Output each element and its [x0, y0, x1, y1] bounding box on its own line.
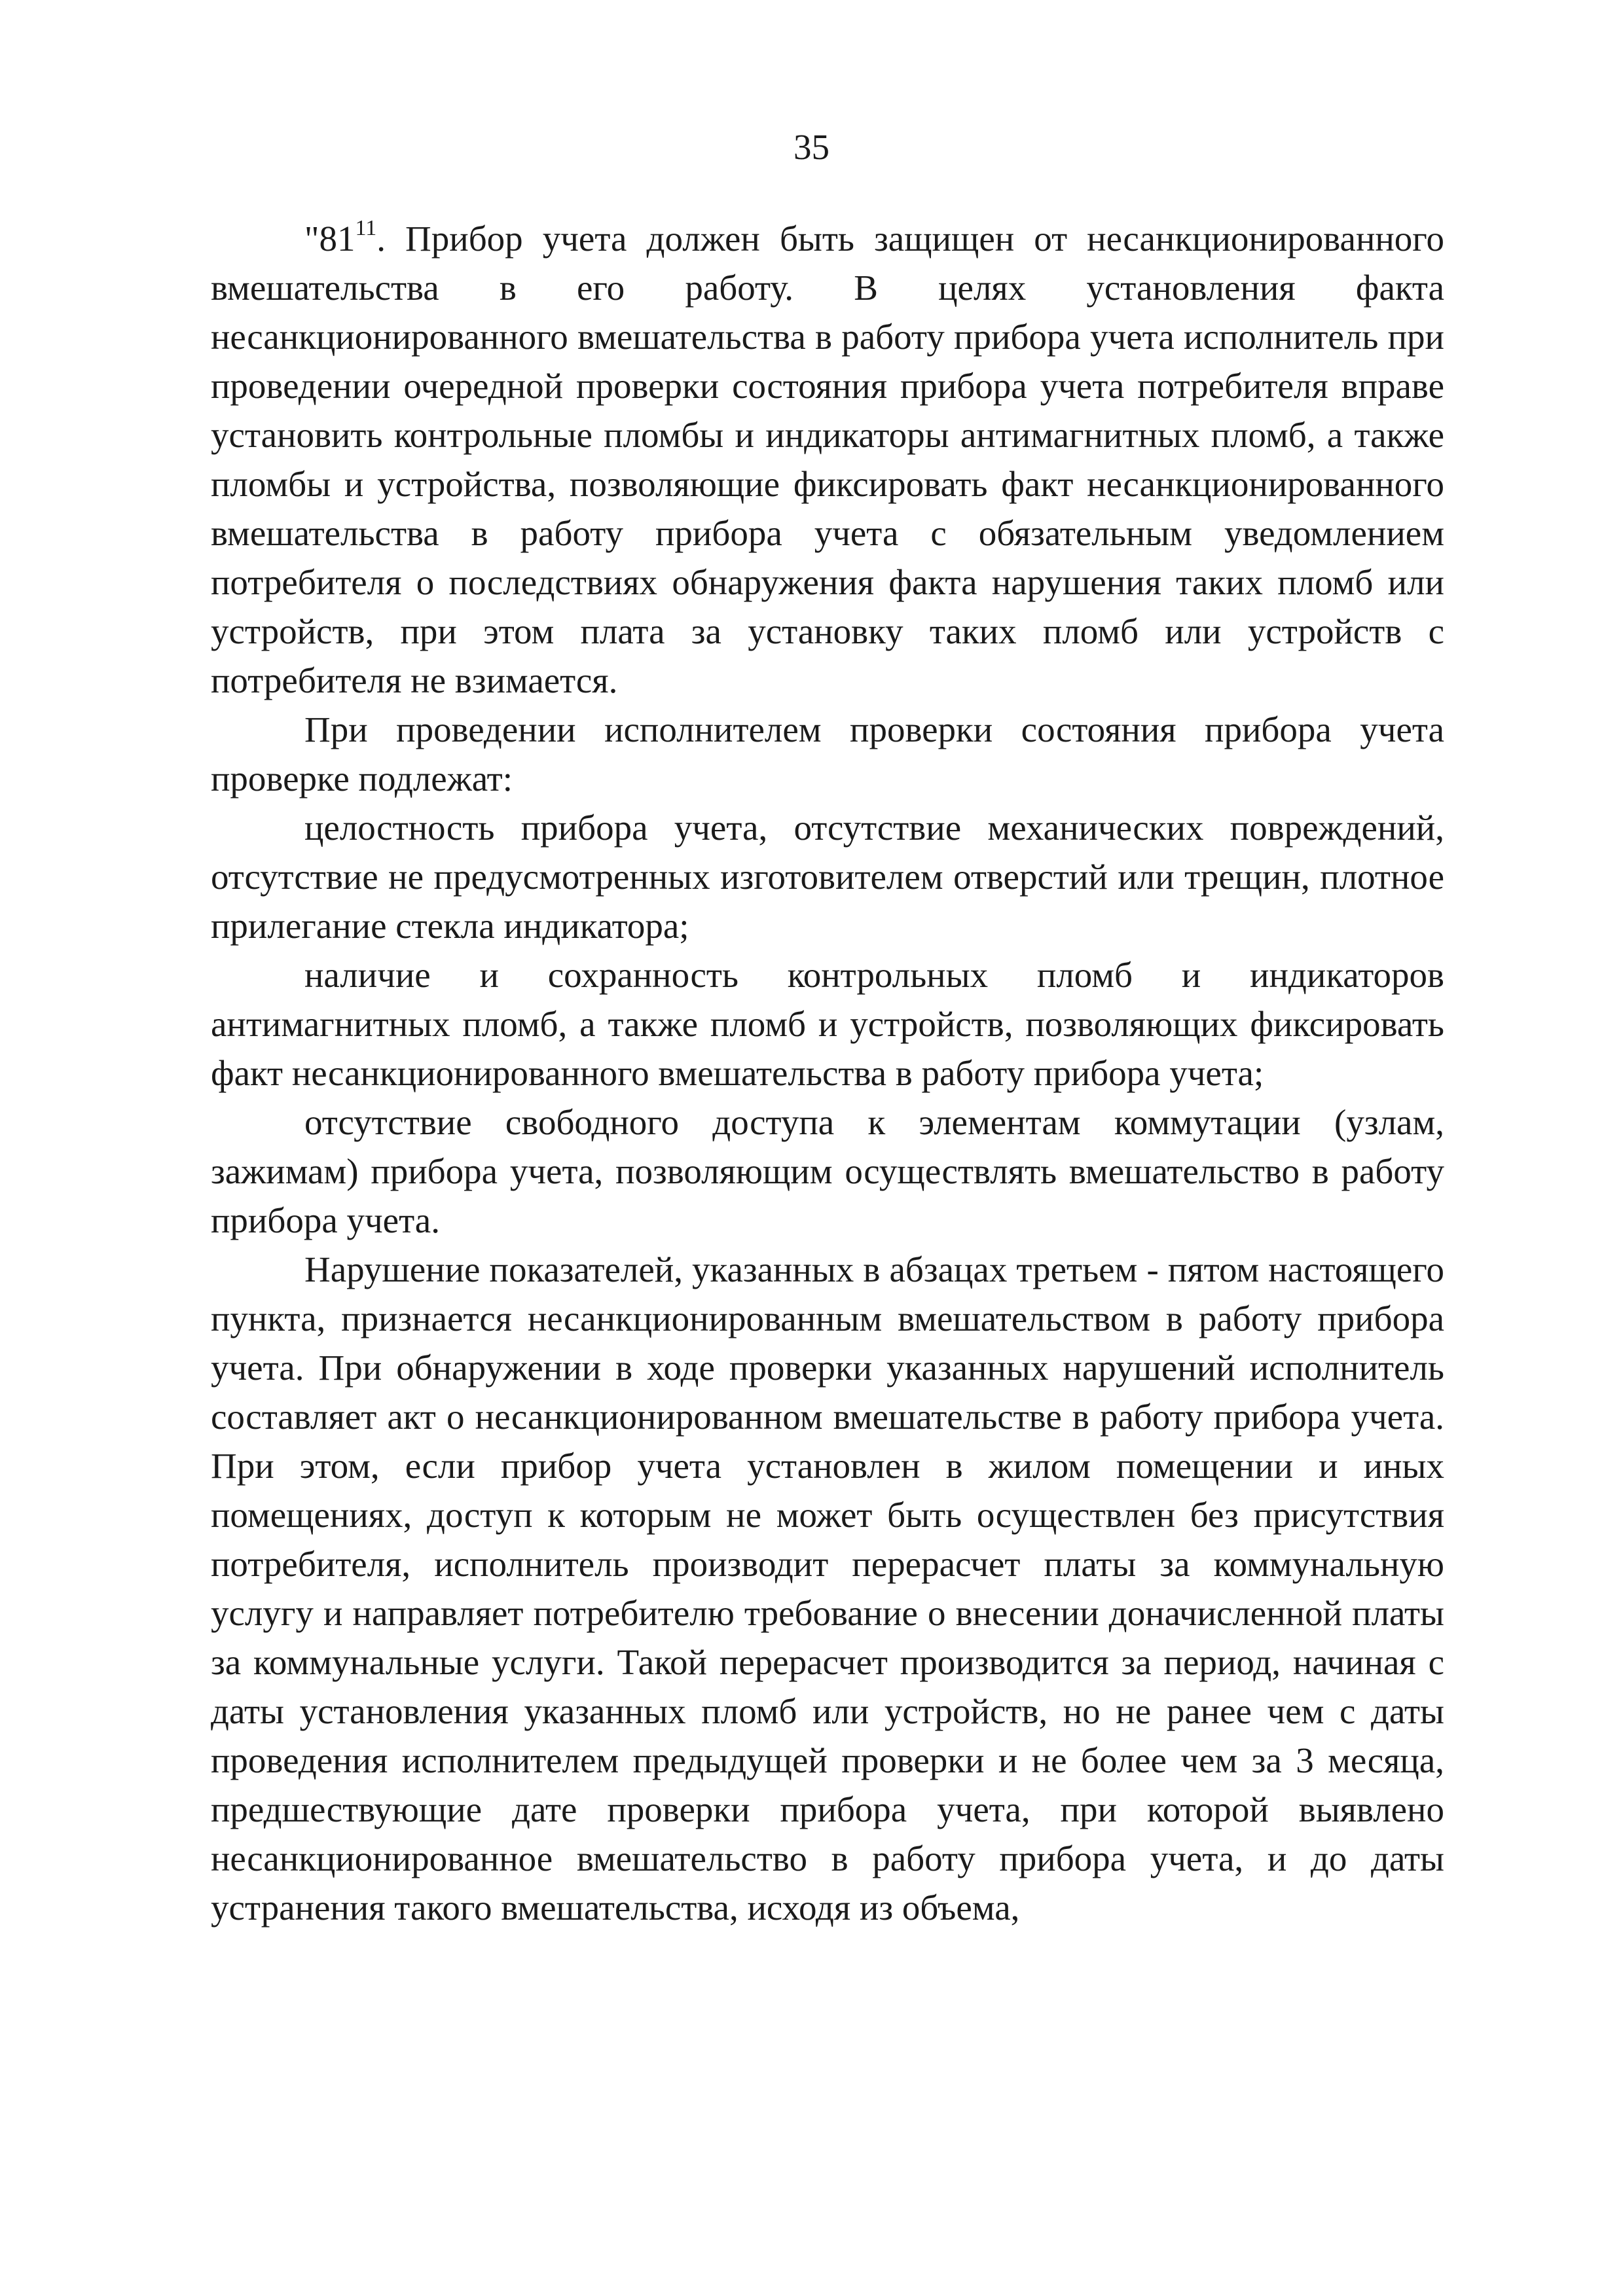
- paragraph-check-integrity: целостность прибора учета, отсутствие механических повреждений, отсутствие не предусмотренных изготовителем отверстий или трещин, плотное прилегание стекла индикатора;: [211, 808, 1444, 946]
- paragraph-check-seals: наличие и сохранность контрольных пломб и индикаторов антимагнитных пломб, а также пломб и устройств, позволяющих фиксировать факт несанкционированного вмешательства в работу прибора учета;: [211, 955, 1444, 1093]
- item-superscript: 11: [355, 216, 377, 240]
- paragraph-item-81-11: [211, 214, 1444, 705]
- paragraph-violation: Нарушение показателей, указанных в абзацах третьем - пятом настоящего пункта, признается несанкционированным вмешательством в работу прибора учета. При обнаружении в ходе проверки указанных нарушений исполнитель составляет акт о несанкционированном вмешательстве в работу прибора учета. При этом, если прибор учета установлен в жилом помещении и иных помещениях, доступ к которым не может быть осуществлен без присутствия потребителя, исполнитель производит перерасчет платы за коммунальную услугу и направляет потребителю требование о внесении доначисленной платы за коммунальные услуги. Такой перерасчет производится за период, начиная с даты установления указанных пломб или устройств, но не ранее чем с даты проведения исполнителем предыдущей проверки и не более чем за 3 месяца, предшествующие дате проверки прибора учета, при которой выявлено несанкционированное вмешательство в работу прибора учета, и до даты устранения такого вмешательства, исходя из объема,: [211, 1249, 1444, 1928]
- paragraph-text: . Прибор учета должен быть защищен от несанкционированного вмешательства в его работу. В целях установления факта несанкционированного вмешательства в работу прибора учета исполнитель при проведении очередной проверки состояния прибора учета потребителя вправе установить контрольные пломбы и индикаторы антимагнитных пломб, а также пломбы и устройства, позволяющие фиксировать факт несанкционированного вмешательства в работу прибора учета с обязательным уведомлением потребителя о последствиях обнаружения факта нарушения таких пломб или устройств, при этом плата за установку таких пломб или устройств с потребителя не взимается.: [211, 219, 1444, 700]
- paragraph-check-access: отсутствие свободного доступа к элементам коммутации (узлам, зажимам) прибора учета, позволяющим осуществлять вмешательство в работу прибора учета.: [211, 1102, 1444, 1240]
- paragraph-check-intro: При проведении исполнителем проверки состояния прибора учета проверке подлежат:: [211, 709, 1444, 798]
- body-text: [211, 214, 1444, 1932]
- page-number: 35: [793, 127, 830, 167]
- item-number: "81: [304, 219, 356, 259]
